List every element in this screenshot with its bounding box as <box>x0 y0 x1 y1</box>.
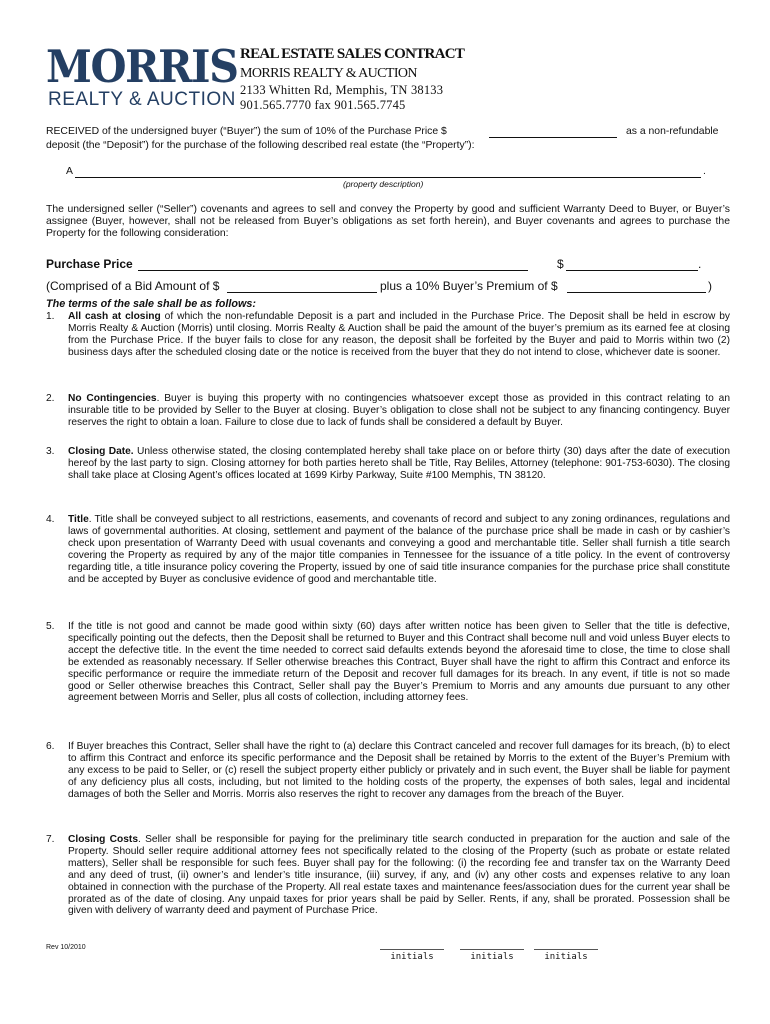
received-text-2: deposit (the “Deposit”) for the purchase of the following described real estate (the “Property”): <box>46 140 475 151</box>
term-text: . Buyer is buying this property with no contingencies whatsoever except those as provided in this contract relating to an insurable title to be provided by Seller to the Buyer at closing. Buyer’s obligation to close shall not be subject to any financing contingency. Buyer reserves the right to obtain a loan. Failure to close due to lack of funds shall be considered a default by Buyer. <box>68 393 730 428</box>
purchase-price-words-field[interactable] <box>138 270 528 271</box>
term-number: 3. <box>46 446 55 457</box>
company-phone: 901.565.7770 fax 901.565.7745 <box>240 98 406 112</box>
bid-amount-field[interactable] <box>227 292 377 293</box>
property-description-field[interactable] <box>75 177 701 178</box>
term-number: 7. <box>46 834 55 845</box>
term-title: All cash at closing <box>68 311 161 322</box>
property-caption: (property description) <box>343 179 424 189</box>
initials-field-3[interactable] <box>534 949 598 962</box>
term-number: 5. <box>46 621 55 632</box>
morris-logo <box>46 40 238 112</box>
initials-label: initials <box>544 952 588 962</box>
logo-subtitle: REALTY & AUCTION <box>48 89 236 110</box>
property-prefix: A <box>66 166 73 177</box>
term-number: 4. <box>46 514 55 525</box>
received-text-1b: as a non-refundable <box>626 126 719 137</box>
purchase-price-label: Purchase Price <box>46 257 133 271</box>
property-suffix: . <box>703 166 706 177</box>
received-text-1: RECEIVED of the undersigned buyer (“Buyer”) the sum of 10% of the Purchase Price $ <box>46 126 447 137</box>
logo-wordmark: MORRIS <box>46 40 238 93</box>
company-name: MORRIS REALTY & AUCTION <box>240 66 417 81</box>
buyer-premium-field[interactable] <box>567 292 706 293</box>
term-text: If Buyer breaches this Contract, Seller shall have the right to (a) declare this Contract canceled and recover full damages for its breach, (b) to elect to affirm this Contract and enforce its specific performance and the Deposit shall be retained by Morris to the extent of the Buyer’s Premium with any excess to be paid to Seller, or (c) resell the subject property either publicly or privately and in such event, the Buyer shall be liable for payment of any deficiency plus all costs, including, but not limited to the holding costs of the property, the expenses of both sales, legal and incidental damages of both the Seller and Morris. Morris also reserves the right to recover any damages from the breach of the Buyer. <box>68 741 730 800</box>
initials-label: initials <box>470 952 514 962</box>
purchase-price-end: . <box>698 257 702 271</box>
deposit-amount-field[interactable] <box>489 137 617 138</box>
revision-label: Rev 10/2010 <box>46 944 86 951</box>
term-title: Closing Costs <box>68 834 138 845</box>
term-title: Closing Date. <box>68 446 134 457</box>
covenant-paragraph: The undersigned seller (“Seller”) covenants and agrees to sell and convey the Property by good and sufficient Warranty Deed to Buyer, or Buyer’s assignee (Buyer, however, shall not be released from Buyer’s obligations as set forth herein), and Buyer covenants and agrees to purchase the Property for the following consideration: <box>46 204 730 240</box>
terms-heading: The terms of the sale shall be as follows: <box>46 298 256 310</box>
term-title: Title <box>68 514 89 525</box>
buyer-premium-label: plus a 10% Buyer’s Premium of $ <box>380 279 558 293</box>
term-number: 1. <box>46 311 55 322</box>
bid-close-paren: ) <box>708 279 712 293</box>
initials-field-2[interactable] <box>460 949 524 962</box>
term-number: 6. <box>46 741 55 752</box>
term-text: . Title shall be conveyed subject to all restrictions, easements, and covenants of record and subject to any zoning ordinances, regulations and laws of governmental authorities. At closing, settlement and payment of the balance of the purchase price shall be made in cash or by cashier’s check upon presentation of Warranty Deed with usual covenants and conveying a good and merchantable title. Seller shall furnish a title search covering the Property as required by any of the major title companies in Tennessee for the issuance of a title policy. In the event of controversy regarding title, a title insurance policy covering the Property, issued by one of said title insurance companies for the purchase price shall constitute and be accepted by Buyer as conclusive evidence of good and merchantable title. <box>68 514 730 585</box>
contract-title: REAL ESTATE SALES CONTRACT <box>240 46 465 62</box>
term-title: No Contingencies <box>68 393 157 404</box>
purchase-dollar-sign: $ <box>557 257 564 271</box>
initials-label: initials <box>390 952 434 962</box>
term-text: Unless otherwise stated, the closing contemplated hereby shall take place on or before thirty (30) days after the date of execution hereof by the last party to sign. Closing attorney for both parties hereto shall be Title, Ray Beliles, Attorney (telephone: 901-753-6030). The closing shall take place at Closing Agent’s offices located at 1699 Kirby Parkway, Suite #100 Memphis, TN 38120. <box>68 446 730 481</box>
term-number: 2. <box>46 393 55 404</box>
term-text: . Seller shall be responsible for paying for the preliminary title search conducted in preparation for the auction and sale of the Property. Should seller require additional attorney fees not specifically related to the closing of the Property (such as probate or estate related matters), Seller shall be responsible for such fees. Buyer shall pay for the following: (i) the recording fee and transfer tax on the Warranty Deed and any deed of trust, (ii) owner’s and lender’s title insurance, (iii) survey, if any, and (iv) any other costs and expenses relative to any loan obtained in connection with the purchase of the Property. All real estate taxes and maintenance fees/association dues for the current year shall be prorated as of the date of closing. Any unpaid taxes for prior years shall be paid by Seller. Rents, if any, shall be prorated. Possession shall be given with delivery of warranty deed and payment of Purchase Price. <box>68 834 730 917</box>
bid-amount-label: (Comprised of a Bid Amount of $ <box>46 279 220 293</box>
term-text: If the title is not good and cannot be made good within sixty (60) days after written notice has been given to Seller that the title is defective, specifically pointing out the defects, then the Deposit shall be returned to Buyer and this Contract shall become null and void unless Buyer elects to accept the defective title. In the event the time needed to correct said defaults extends beyond the aforesaid time to close, the time to close shall be extended as reasonably necessary. If Seller otherwise breaches this Contract, Buyer shall have the right to affirm this Contract and enforce its specific performance or require the immediate return of the Deposit and recover full damages for its breach. In any event, if title is not so made good or Seller otherwise breaches this Contract, Seller shall pay the Buyer’s Premium to Morris and any amounts due pursuant to any other agreement between Morris and Seller, plus all costs of collection, including attorney fees. <box>68 621 731 704</box>
company-address: 2133 Whitten Rd, Memphis, TN 38133 <box>240 83 444 97</box>
initials-field-1[interactable] <box>380 949 444 962</box>
term-text: of which the non-refundable Deposit is a part and included in the Purchase Price. The Deposit shall be held in escrow by Morris Realty & Auction (Morris) until closing. Morris Realty & Auction shall be paid the amount of the buyer’s premium as its earned fee at closing from the Purchase Price. If the buyer fails to close for any reason, the deposit shall be forfeited by the Buyer and paid to Morris within two (2) business days after the scheduled closing date or the notice is received from the buyer that they do not intend to close, whichever date is sooner. <box>68 311 730 358</box>
purchase-price-amount-field[interactable] <box>566 270 698 271</box>
